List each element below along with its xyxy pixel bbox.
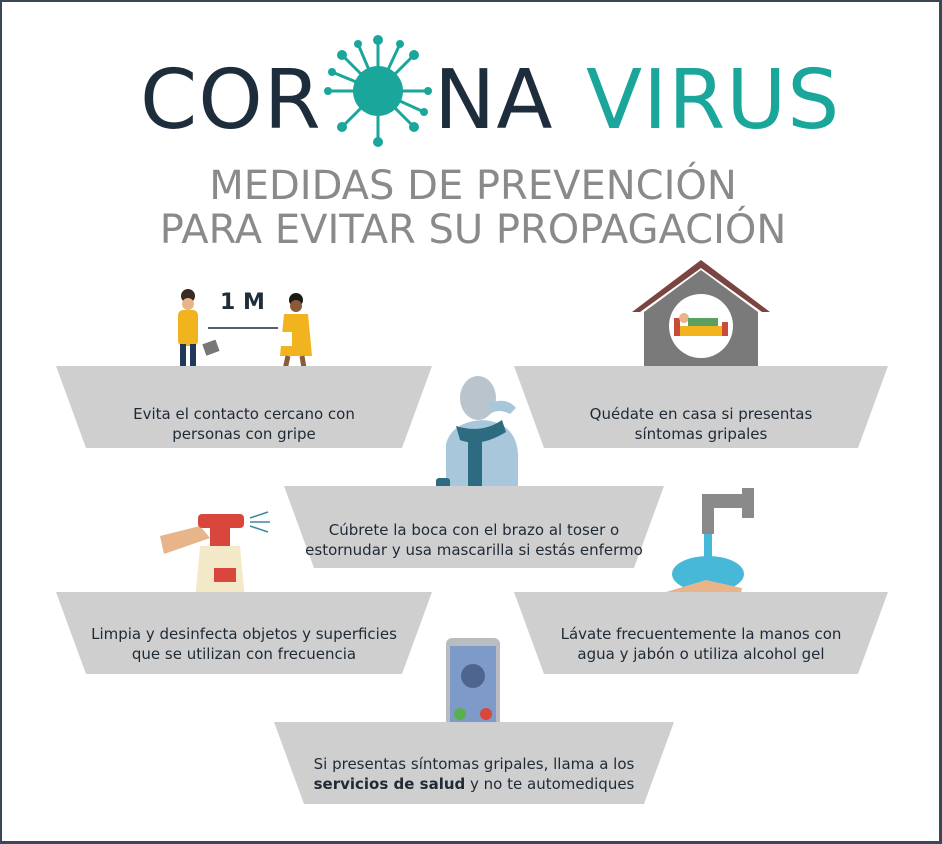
measure-call-health-line-2	[274, 774, 674, 794]
measure-panel-wash-hands	[514, 592, 888, 674]
measure-cover-mouth-line-2: estornudar y usa mascarilla si estás enfermo	[305, 541, 643, 559]
subtitle-line-2: PARA EVITAR SU PROPAGACIÓN	[159, 207, 787, 253]
subtitle-line-1: MEDIDAS DE PREVENCIÓN	[209, 163, 737, 209]
virus-icon	[324, 32, 432, 150]
measure-panel-disinfect	[56, 592, 432, 674]
measure-call-health-line-1: Si presentas síntomas gripales, llama a los	[313, 755, 635, 773]
measure-contact-line-2: personas con gripe	[172, 425, 316, 443]
measure-disinfect-line-2: que se utilizan con frecuencia	[131, 645, 357, 663]
measure-stay-home-line-2: síntomas gripales	[634, 425, 768, 443]
house-icon	[628, 256, 774, 380]
health-services-emphasis: servicios de salud	[313, 775, 466, 793]
title-part-na: NA	[434, 53, 554, 148]
title-part-cor: COR	[140, 53, 322, 148]
measure-panel-call-health	[274, 722, 674, 804]
distance-label: 1 M	[220, 290, 265, 315]
measure-wash-hands-line-2: agua y jabón o utiliza alcohol gel	[577, 645, 825, 663]
title-part-virus: VIRUS	[586, 53, 841, 148]
measure-contact-line-1: Evita el contacto cercano con	[133, 405, 355, 423]
measure-panel-cover-mouth	[284, 486, 664, 568]
measure-call-health-line-2-rest: y no te automediques	[465, 775, 635, 793]
measure-panel-stay-home	[514, 366, 888, 448]
measure-cover-mouth-line-1: Cúbrete la boca con el brazo al toser o	[328, 521, 620, 539]
measure-stay-home-line-1: Quédate en casa si presentas	[589, 405, 813, 423]
title-coronavirus	[2, 53, 942, 148]
measure-wash-hands-line-1: Lávate frecuentemente la manos con	[560, 625, 842, 643]
measure-panel-contact	[56, 366, 432, 448]
measure-disinfect-line-1: Limpia y desinfecta objetos y superficies	[91, 625, 397, 643]
